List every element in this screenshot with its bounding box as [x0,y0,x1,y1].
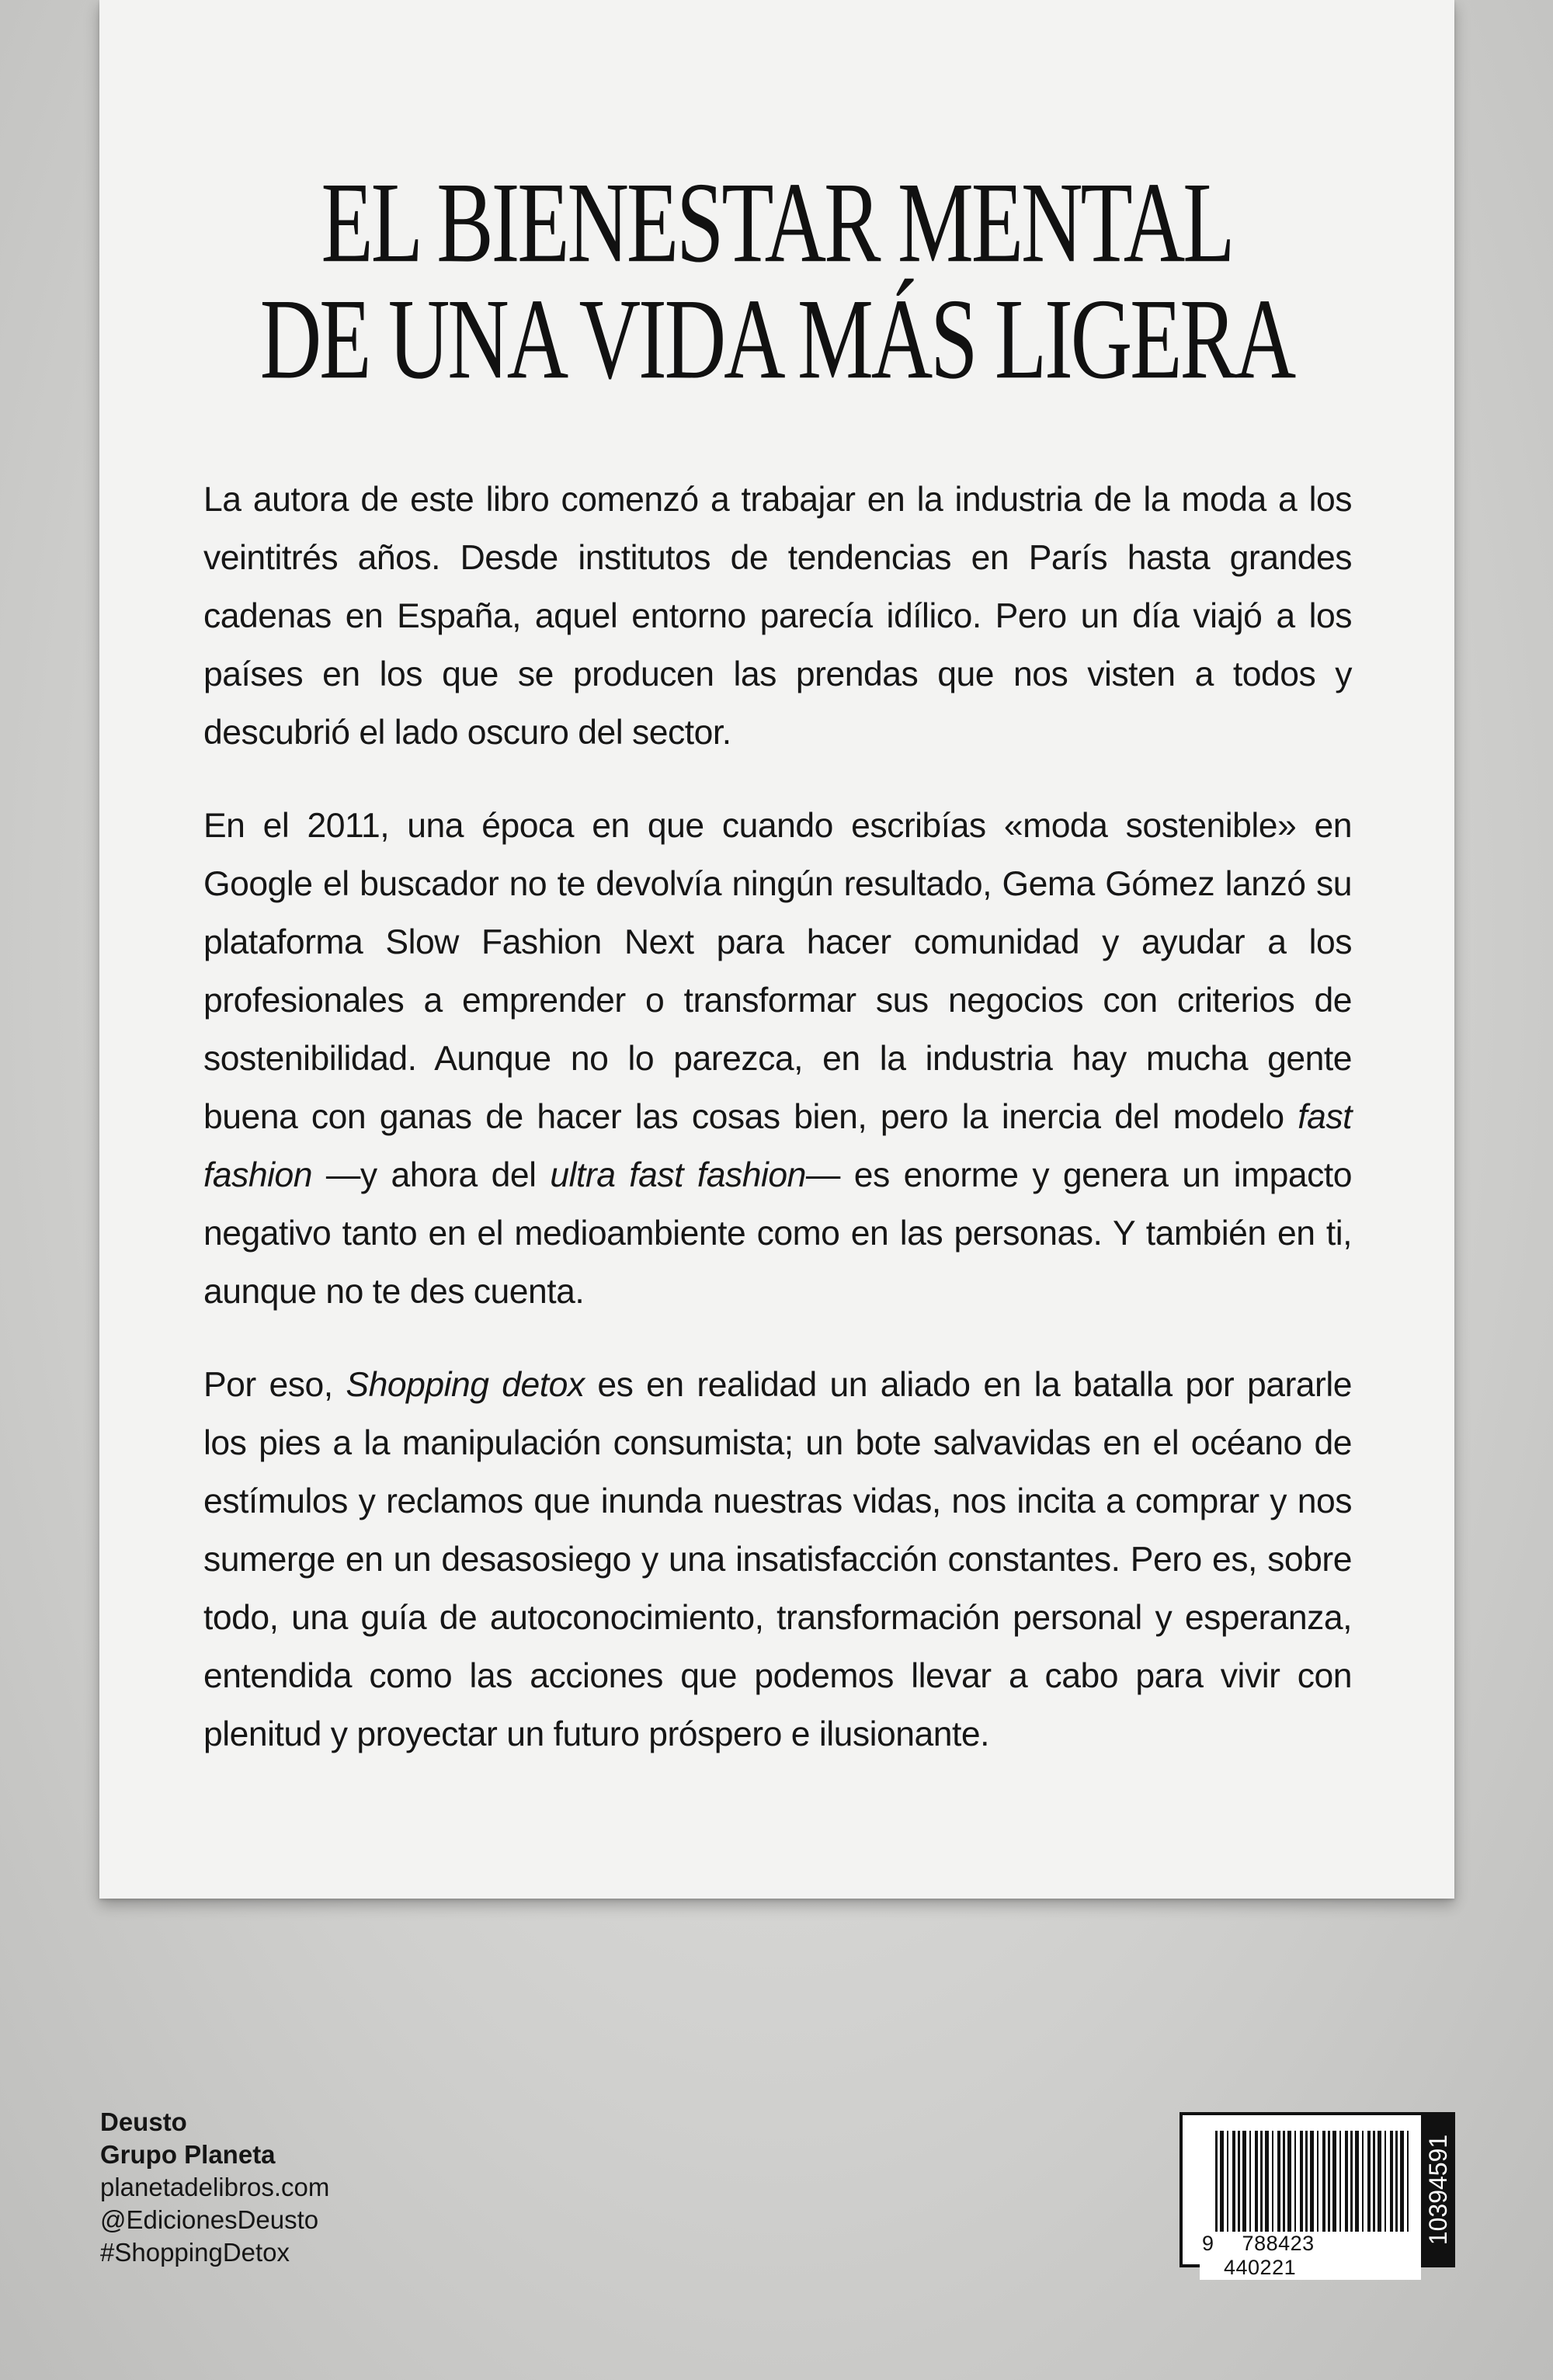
barcode-area [1183,2115,1421,2279]
text-segment: La autora de este libro comenzó a trabajar en la industria de la moda a los veintitrés años. Desde institutos de tendencias en París hasta grandes cadenas en España, aquel entorno parecía idílico. Pero un día viajó a los países en los que se producen las prendas que nos visten a todos y descubrió el lado oscuro del sector. [203,481,1352,752]
isbn-barcode [1180,2112,1455,2279]
italic-term: ultra fast fashion [550,1156,806,1194]
italic-term: fast fashion [203,1098,1352,1194]
paragraph-1 [203,471,1352,762]
back-cover-card [99,0,1454,1899]
text-segment: —y ahora del [312,1156,551,1194]
title-line-2: DE UNA VIDA MÁS LIGERA [259,274,1294,403]
blurb-body [203,471,1352,1798]
text-segment: es en realidad un aliado en la batalla por pararle los pies a la manipulación consumista; un bote salvavidas en el océano de estímulos y reclamos que inunda nuestras vidas, nos incita a comprar y nos sumerge en un desasosiego y una insatisfacción constantes. Pero es, sobre todo, una guía de autoconocimiento, transformación personal y esperanza, entendida como las acciones que podemos llevar a cabo para vivir con plenitud y proyectar un futuro próspero e ilusionante. [203,1366,1352,1753]
book-hashtag: #ShoppingDetox [100,2238,290,2267]
paragraph-3 [203,1356,1352,1763]
internal-code-text: 10394591 [1423,2134,1452,2246]
publisher-group: Grupo Planeta [100,2140,276,2169]
barcode-group-1: 788423 [1240,2232,1317,2255]
text-segment: — es enorme y genera un impacto negativo tanto en el medioambiente como en las personas. Y también en ti, aunque no te des cuenta. [203,1156,1353,1311]
publisher-name: Deusto [100,2107,187,2136]
paragraph-2 [203,797,1352,1321]
publisher-info [100,2106,329,2269]
barcode-lead-digit: 9 [1200,2232,1217,2255]
barcode-bars-icon [1215,2131,1409,2239]
text-segment: Por eso, [203,1366,346,1404]
title-line-1: EL BIENESTAR MENTAL [321,158,1233,287]
publisher-social: @EdicionesDeusto [100,2205,319,2234]
text-segment: En el 2011, una época en que cuando escribías «moda sostenible» en Google el buscador no te devolvía ningún resultado, Gema Gómez lanzó su plataforma Slow Fashion Next para hacer comunidad y ayudar a los profesionales a emprender o transformar sus negocios con criterios de sostenibilidad. Aunque no lo parezca, en la industria hay mucha gente buena con ganas de hacer las cosas bien, pero la inercia del modelo [203,807,1352,1136]
barcode-digits [1200,2232,1421,2280]
italic-book-title: Shopping detox [346,1366,585,1404]
publisher-website: planetadelibros.com [100,2173,330,2201]
barcode-group-2: 440221 [1221,2256,1298,2279]
